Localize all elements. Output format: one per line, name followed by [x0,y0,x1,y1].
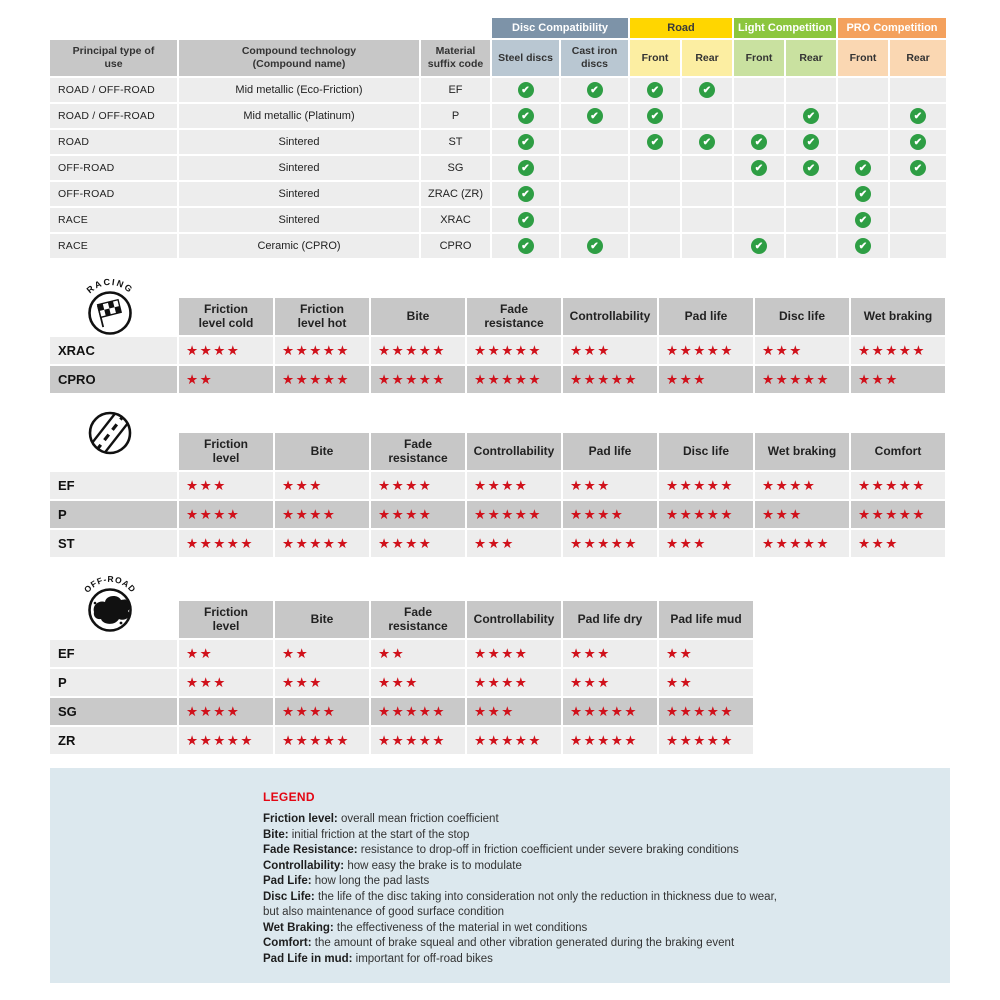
rating-stars: ★★★ [659,530,753,557]
rating-stars: ★★★★★ [659,472,753,499]
compat-check-cell [492,156,559,180]
compat-check-cell [630,78,680,102]
rating-stars: ★★★★ [275,501,369,528]
rating-stars: ★★★★★ [275,366,369,393]
rating-stars: ★★★★ [371,501,465,528]
compat-check-cell [682,234,732,258]
rating-stars: ★★★ [659,366,753,393]
compat-use-cell: OFF-ROAD [50,182,177,206]
compat-check-cell [734,208,784,232]
road-icon [82,405,138,466]
compat-check-cell [682,78,732,102]
compat-check-cell [561,104,628,128]
rating-stars: ★★★ [563,669,657,696]
compat-grid [50,18,950,258]
legend-term: Pad Life: [263,875,315,887]
compound-label-zr: ZR [50,727,177,754]
compat-check-cell [682,130,732,154]
rating-stars: ★★★★★ [371,727,465,754]
rating-stars: ★★★★★ [179,727,273,754]
rating-col-header: Friction level [179,601,273,638]
rating-stars: ★★★★ [371,530,465,557]
legend-line: Bite: initial friction at the start of the stop [263,828,470,841]
legend-line: Fade Resistance: resistance to drop-off in friction coefficient under severe braking conditions [263,844,739,856]
check-icon: ✔ [699,82,715,98]
rating-stars: ★★ [275,640,369,667]
rating-stars: ★★★ [755,337,849,364]
compat-check-cell [734,156,784,180]
check-icon: ✔ [751,238,767,254]
compat-check-cell [492,182,559,206]
rating-col-header: Friction level hot [275,298,369,335]
check-icon: ✔ [518,212,534,228]
compat-check-cell [630,156,680,180]
rating-stars: ★★★ [371,669,465,696]
compat-check-cell [630,130,680,154]
compat-check-cell [890,182,946,206]
check-icon: ✔ [910,160,926,176]
rating-col-header: Disc life [755,298,849,335]
rating-col-header: Disc life [659,433,753,470]
rating-col-header: Pad life [563,433,657,470]
rating-stars: ★★★★ [371,472,465,499]
col-header-pro-front: Front [838,40,888,76]
rating-stars: ★★★★★ [275,530,369,557]
compat-use-cell: RACE [50,234,177,258]
rating-stars: ★★★★ [179,501,273,528]
compound-label-xrac: XRAC [50,337,177,364]
check-icon: ✔ [518,108,534,124]
col-header-light-front: Front [734,40,784,76]
rating-stars: ★★★ [851,530,945,557]
offroad-icon-label-text: OFF-ROAD [81,573,139,595]
compat-check-cell [492,104,559,128]
group-header-disc-compatibility: Disc Compatibility [492,18,628,38]
compat-code-cell: EF [421,78,490,102]
check-icon: ✔ [518,134,534,150]
legend-line: Pad Life: how long the pad lasts [263,875,430,887]
rating-stars: ★★★★★ [371,366,465,393]
compat-check-cell [838,104,888,128]
legend-term: Controllability: [263,859,348,872]
legend-term: Wet Braking: [263,921,337,934]
check-icon: ✔ [803,134,819,150]
legend-term: Comfort: [263,937,315,949]
compat-use-cell: RACE [50,208,177,232]
compat-check-cell [492,78,559,102]
group-header-light-competition: Light Competition [734,18,836,38]
offroad-grid [50,601,950,754]
rating-col-header: Bite [275,433,369,470]
col-header-road-rear: Rear [682,40,732,76]
legend-line: Comfort: the amount of brake squeal and other vibration generated during the braking event [263,937,735,949]
col-header-material-suffix: Material suffix code [421,40,490,76]
check-icon: ✔ [751,160,767,176]
compat-check-cell [561,234,628,258]
rating-stars: ★★★ [851,366,945,393]
legend-term: Fade Resistance: [263,844,361,856]
legend-term: Pad Life in mud: [263,952,356,965]
rating-stars: ★★★★★ [659,698,753,725]
rating-col-header: Bite [371,298,465,335]
compat-check-cell [682,208,732,232]
check-icon: ✔ [855,212,871,228]
rating-stars: ★★★★★ [467,337,561,364]
rating-stars: ★★★ [563,337,657,364]
rating-col-header: Fade resistance [371,433,465,470]
compat-tech-cell: Mid metallic (Platinum) [179,104,419,128]
compat-check-cell [492,208,559,232]
check-icon: ✔ [647,108,663,124]
compat-check-cell [890,78,946,102]
compat-check-cell [682,156,732,180]
check-icon: ✔ [803,108,819,124]
compat-check-cell [630,234,680,258]
rating-stars: ★★★★ [467,669,561,696]
compat-check-cell [890,104,946,128]
rating-stars: ★★★ [467,698,561,725]
rating-stars: ★★★★★ [851,472,945,499]
compat-check-cell [734,130,784,154]
legend-line: Pad Life in mud: important for off-road bikes [263,952,493,965]
rating-stars: ★★★★★ [563,366,657,393]
compat-check-cell [786,130,836,154]
rating-stars: ★★ [179,640,273,667]
rating-col-header: Pad life [659,298,753,335]
check-icon: ✔ [910,134,926,150]
check-icon: ✔ [587,238,603,254]
compat-tech-cell: Mid metallic (Eco-Friction) [179,78,419,102]
rating-stars: ★★★★ [179,698,273,725]
rating-stars: ★★★★★ [467,501,561,528]
legend-line: Friction level: overall mean friction coefficient [263,813,499,825]
col-header-cast-iron-discs: Cast iron discs [561,40,628,76]
col-header-compound-technology: Compound technology (Compound name) [179,40,419,76]
compat-check-cell [838,182,888,206]
rating-stars: ★★★ [179,472,273,499]
compat-check-cell [786,104,836,128]
compat-check-cell [838,208,888,232]
compat-code-cell: SG [421,156,490,180]
legend-box [50,768,950,983]
rating-col-header: Controllability [563,298,657,335]
check-icon: ✔ [855,160,871,176]
compat-check-cell [786,208,836,232]
compat-tech-cell: Sintered [179,156,419,180]
legend-line: but also maintenance of good surface condition [263,906,505,918]
rating-stars: ★★ [371,640,465,667]
compat-check-cell [838,130,888,154]
rating-stars: ★★★ [179,669,273,696]
compat-check-cell [838,78,888,102]
road-section [50,433,950,557]
compound-label-p: P [50,501,177,528]
legend-term: Friction level: [263,813,341,825]
offroad-section [50,573,950,754]
compat-check-cell [838,156,888,180]
compat-check-cell [786,156,836,180]
check-icon: ✔ [518,82,534,98]
compat-check-cell [630,104,680,128]
compat-check-cell [630,208,680,232]
legend-term: Bite: [263,828,292,841]
compat-use-cell: OFF-ROAD [50,156,177,180]
check-icon: ✔ [518,186,534,202]
rating-col-header: Fade resistance [371,601,465,638]
road-grid [50,433,950,557]
compat-check-cell [734,182,784,206]
rating-stars: ★★★ [275,669,369,696]
compat-code-cell: CPRO [421,234,490,258]
compound-label-cpro: CPRO [50,366,177,393]
compound-label-ef: EF [50,640,177,667]
group-header-pro-competition: PRO Competition [838,18,946,38]
col-header-pro-rear: Rear [890,40,946,76]
col-header-steel-discs: Steel discs [492,40,559,76]
compat-check-cell [734,78,784,102]
compat-tech-cell: Ceramic (CPRO) [179,234,419,258]
rating-stars: ★★★★ [563,501,657,528]
check-icon: ✔ [647,82,663,98]
offroad-icon-label [82,574,138,595]
compound-label-sg: SG [50,698,177,725]
compat-code-cell: P [421,104,490,128]
rating-stars: ★★★★ [467,472,561,499]
check-icon: ✔ [910,108,926,124]
legend-term: Disc Life: [263,890,318,903]
compat-code-cell: ST [421,130,490,154]
check-icon: ✔ [751,134,767,150]
rating-stars: ★★★ [755,501,849,528]
rating-col-header: Pad life mud [659,601,753,638]
compat-check-cell [734,104,784,128]
compat-check-cell [734,234,784,258]
rating-stars: ★★★★★ [755,366,849,393]
compat-check-cell [890,234,946,258]
rating-stars: ★★★★★ [755,530,849,557]
check-icon: ✔ [647,134,663,150]
rating-stars: ★★★★ [755,472,849,499]
compat-check-cell [890,208,946,232]
rating-col-header: Controllability [467,433,561,470]
rating-stars: ★★★★★ [467,366,561,393]
compat-tech-cell: Sintered [179,208,419,232]
racing-flag-icon [80,272,140,341]
rating-stars: ★★★★★ [275,727,369,754]
legend-entries [263,812,920,967]
check-icon: ✔ [855,238,871,254]
rating-stars: ★★★★★ [851,337,945,364]
compat-code-cell: ZRAC (ZR) [421,182,490,206]
rating-col-header: Controllability [467,601,561,638]
rating-stars: ★★★ [563,472,657,499]
rating-stars: ★★★★★ [563,727,657,754]
compat-check-cell [838,234,888,258]
check-icon: ✔ [699,134,715,150]
legend-title: LEGEND [263,790,315,804]
racing-icon-label-text: RACING [84,276,136,296]
group-header-road: Road [630,18,732,38]
col-header-principal-type: Principal type of use [50,40,177,76]
rating-stars: ★★ [659,640,753,667]
check-icon: ✔ [587,108,603,124]
compound-label-ef: EF [50,472,177,499]
rating-stars: ★★★★★ [467,727,561,754]
rating-stars: ★★★★★ [179,530,273,557]
compat-check-cell [786,234,836,258]
check-icon: ✔ [855,186,871,202]
compat-tech-cell: Sintered [179,182,419,206]
compat-check-cell [682,182,732,206]
rating-stars: ★★★ [563,640,657,667]
compat-check-cell [561,182,628,206]
rating-stars: ★★★★★ [563,530,657,557]
rating-stars: ★★★★★ [659,501,753,528]
rating-stars: ★★★★★ [851,501,945,528]
rating-col-header: Pad life dry [563,601,657,638]
compound-label-p: P [50,669,177,696]
group-header-spacer [50,18,490,38]
compat-check-cell [561,78,628,102]
legend-line: Controllability: how easy the brake is to modulate [263,859,522,872]
rating-stars: ★★ [179,366,273,393]
racing-section [50,276,950,393]
offroad-splatter-icon [80,569,140,638]
rating-stars: ★★★★★ [371,337,465,364]
rating-stars: ★★★★ [467,640,561,667]
compat-check-cell [561,208,628,232]
rating-stars: ★★★★★ [275,337,369,364]
legend-line: Wet Braking: the effectiveness of the material in wet conditions [263,921,588,934]
rating-stars: ★★★★★ [371,698,465,725]
compat-use-cell: ROAD / OFF-ROAD [50,78,177,102]
rating-col-header: Bite [275,601,369,638]
rating-stars: ★★★★ [179,337,273,364]
check-icon: ✔ [587,82,603,98]
rating-stars: ★★★★★ [659,337,753,364]
col-header-light-rear: Rear [786,40,836,76]
compat-check-cell [890,130,946,154]
rating-stars: ★★★★ [275,698,369,725]
rating-col-header: Friction level cold [179,298,273,335]
compat-check-cell [786,182,836,206]
rating-col-header: Comfort [851,433,945,470]
rating-col-header: Wet braking [755,433,849,470]
col-header-road-front: Front [630,40,680,76]
compat-check-cell [786,78,836,102]
compat-check-cell [492,234,559,258]
compat-use-cell: ROAD / OFF-ROAD [50,104,177,128]
rating-col-header: Fade resistance [467,298,561,335]
racing-grid [50,298,950,393]
rating-col-header: Wet braking [851,298,945,335]
compat-code-cell: XRAC [421,208,490,232]
compat-use-cell: ROAD [50,130,177,154]
compat-check-cell [682,104,732,128]
rating-stars: ★★★ [275,472,369,499]
compat-check-cell [492,130,559,154]
check-icon: ✔ [518,238,534,254]
rating-stars: ★★★★★ [659,727,753,754]
check-icon: ✔ [803,160,819,176]
compat-tech-cell: Sintered [179,130,419,154]
compound-label-st: ST [50,530,177,557]
check-icon: ✔ [518,160,534,176]
compat-check-cell [630,182,680,206]
compat-check-cell [561,156,628,180]
rating-col-header: Friction level [179,433,273,470]
legend-line: Disc Life: the life of the disc taking into consideration not only the reduction in thickness due to wear, [263,890,777,903]
rating-stars: ★★★ [467,530,561,557]
compat-check-cell [561,130,628,154]
compat-check-cell [890,156,946,180]
rating-stars: ★★★★★ [563,698,657,725]
rating-stars: ★★ [659,669,753,696]
